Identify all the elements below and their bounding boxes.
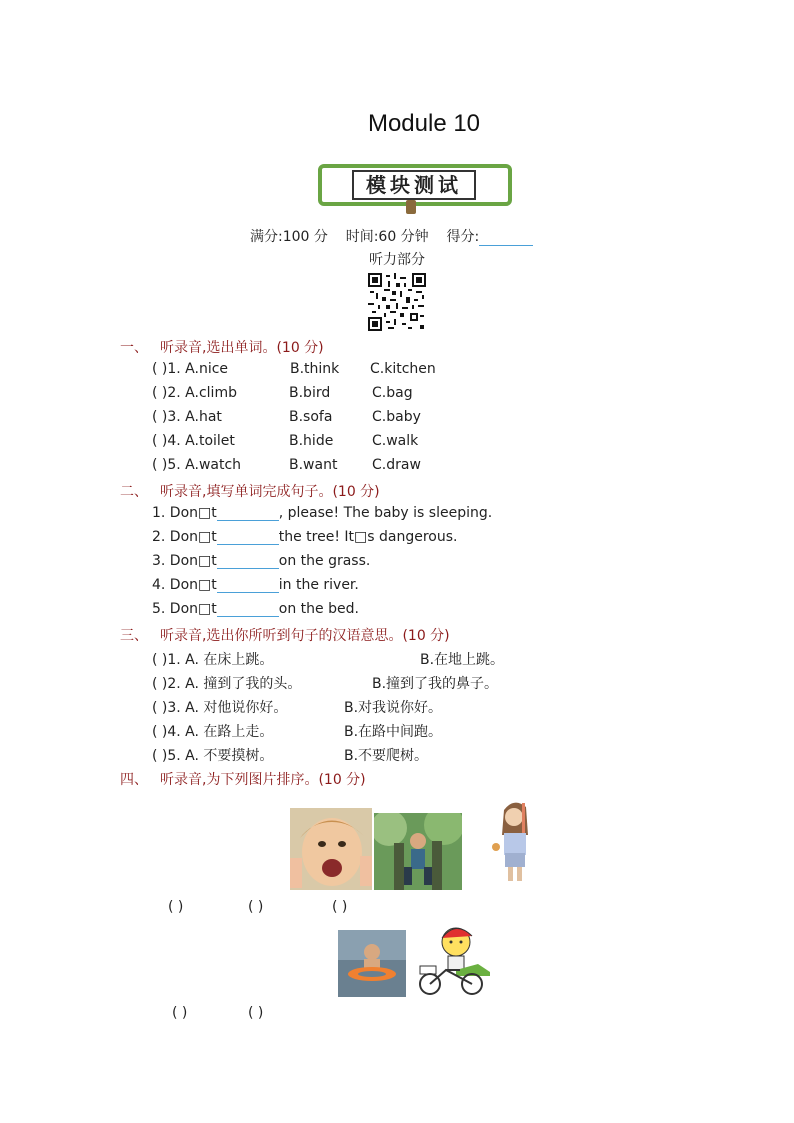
climbing-tree-image	[374, 813, 462, 890]
full-score: 满分:100 分	[250, 229, 328, 245]
option-c: C.draw	[372, 457, 421, 473]
listening-heading: 听力部分	[369, 252, 425, 268]
option-b: B.bird	[289, 385, 331, 401]
list-item: ( )1. A.nice	[152, 361, 229, 377]
answer-paren[interactable]: ( )	[168, 899, 184, 915]
option-c: C.bag	[372, 385, 413, 401]
option-b: B.对我说你好。	[344, 700, 443, 716]
list-item: ( )4. A.toilet	[152, 433, 235, 449]
option-b: B.在地上跳。	[420, 652, 505, 668]
banner-tag	[406, 200, 416, 214]
option-b: B.think	[290, 361, 340, 377]
option-c: C.kitchen	[370, 361, 436, 377]
option-c: C.walk	[372, 433, 419, 449]
answer-blank[interactable]	[217, 530, 279, 545]
answer-paren[interactable]: ( )	[248, 1005, 264, 1021]
banner	[314, 158, 510, 216]
list-item: 2. Don□t the tree! It□s dangerous.	[152, 529, 458, 545]
list-item: ( )2. A.climb	[152, 385, 237, 401]
list-item: ( )5. A. 不要摸树。	[152, 748, 274, 764]
list-item: 3. Don□t on the grass.	[152, 553, 371, 569]
page-title: Module 10	[367, 110, 481, 137]
list-item: 4. Don□t in the river.	[152, 577, 359, 593]
section-1-heading: 一、 听录音,选出单词。(10 分)	[120, 340, 324, 356]
list-item: ( )4. A. 在路上走。	[152, 724, 274, 740]
list-item: ( )1. A. 在床上跳。	[152, 652, 274, 668]
qr-code	[368, 273, 426, 331]
girl-drawing-image	[484, 795, 546, 890]
girl-on-bike-image	[416, 920, 490, 998]
banner-text: 模块测试	[352, 170, 476, 200]
answer-blank[interactable]	[217, 602, 279, 617]
answer-blank[interactable]	[217, 578, 279, 593]
list-item: ( )3. A. 对他说你好。	[152, 700, 288, 716]
answer-paren[interactable]: ( )	[248, 899, 264, 915]
shouting-child-image	[290, 808, 372, 890]
list-item: ( )5. A.watch	[152, 457, 242, 473]
section-3-heading: 三、 听录音,选出你所听到句子的汉语意思。(10 分)	[120, 628, 450, 644]
list-item: 1. Don□t , please! The baby is sleeping.	[152, 505, 493, 521]
option-b: B.不要爬树。	[344, 748, 429, 764]
swimming-child-image	[338, 930, 406, 997]
option-c: C.baby	[372, 409, 421, 425]
answer-paren[interactable]: ( )	[172, 1005, 188, 1021]
option-b: B.sofa	[289, 409, 333, 425]
section-2-heading: 二、 听录音,填写单词完成句子。(10 分)	[120, 484, 380, 500]
list-item: ( )2. A. 撞到了我的头。	[152, 676, 302, 692]
time-limit: 时间:60 分钟	[345, 229, 429, 245]
answer-paren[interactable]: ( )	[332, 899, 348, 915]
list-item: 5. Don□t on the bed.	[152, 601, 359, 617]
score-label: 得分:	[446, 229, 480, 245]
option-b: B.在路中间跑。	[344, 724, 443, 740]
list-item: ( )3. A.hat	[152, 409, 222, 425]
option-b: B.hide	[289, 433, 334, 449]
option-b: B.撞到了我的鼻子。	[372, 676, 499, 692]
section-4-heading: 四、 听录音,为下列图片排序。(10 分)	[120, 772, 366, 788]
option-b: B.want	[289, 457, 338, 473]
score-blank[interactable]	[479, 231, 533, 246]
answer-blank[interactable]	[217, 506, 279, 521]
test-meta	[250, 226, 533, 246]
answer-blank[interactable]	[217, 554, 279, 569]
